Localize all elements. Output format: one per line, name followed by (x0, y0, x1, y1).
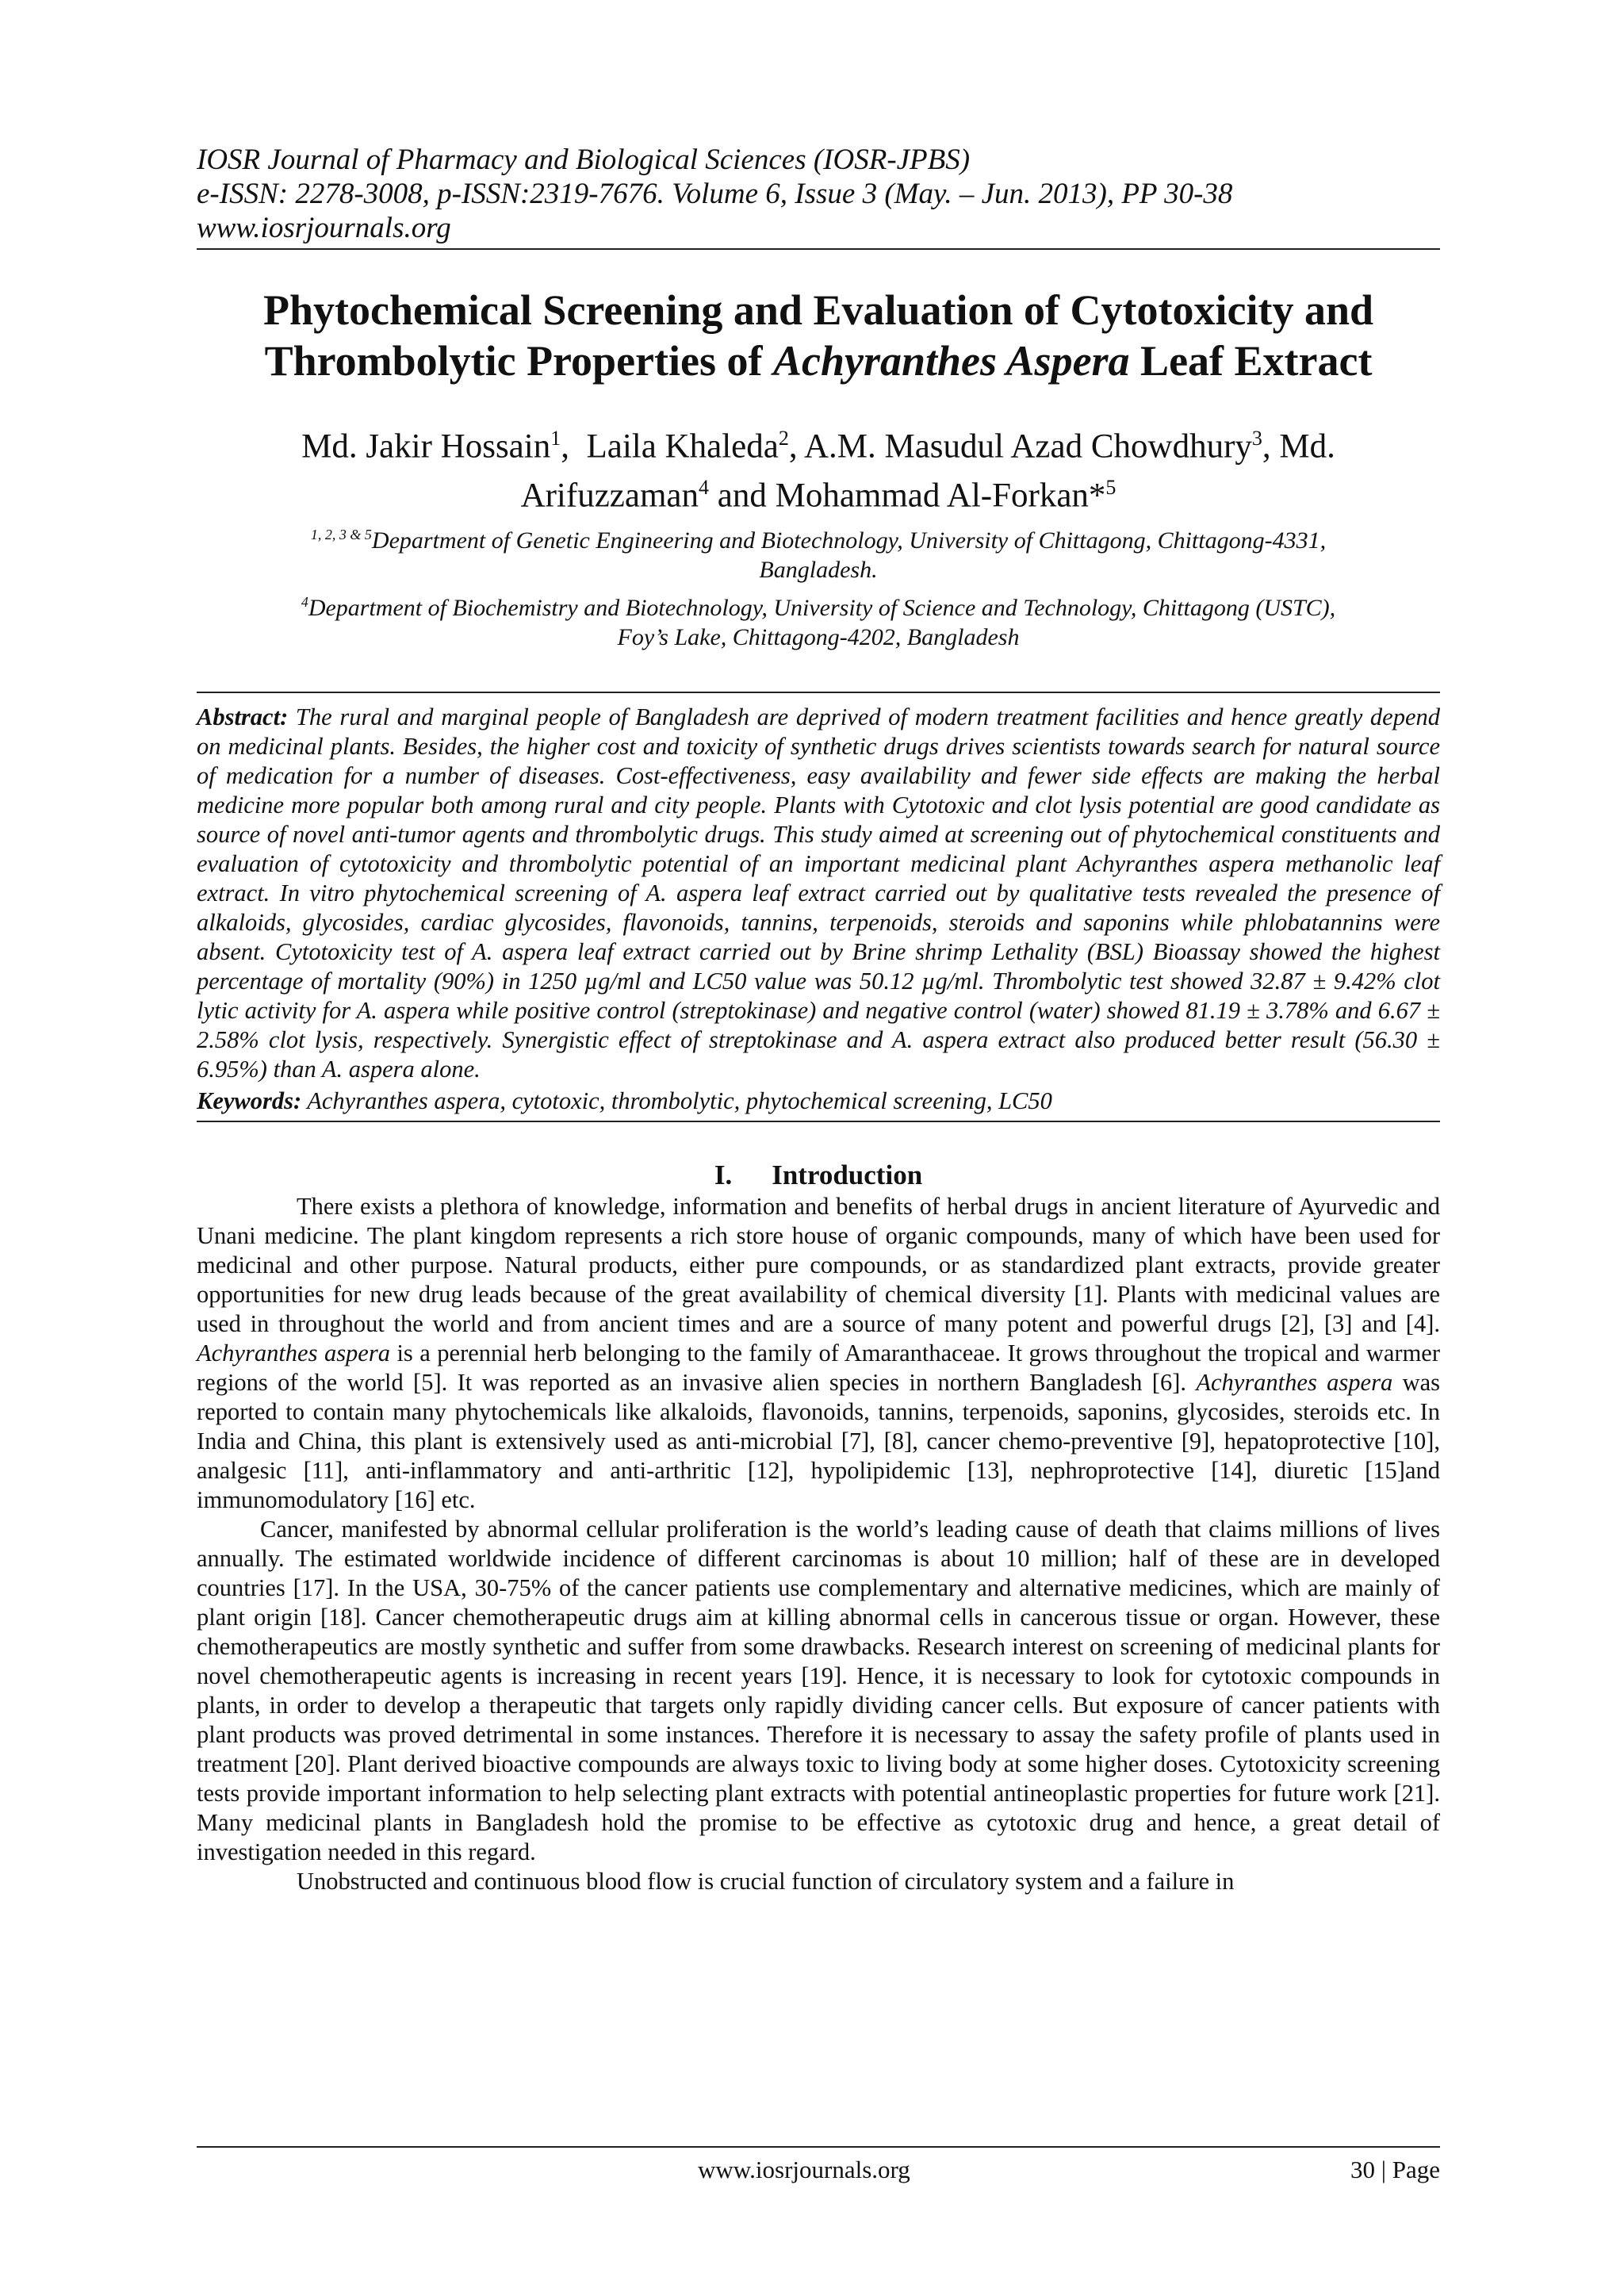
paragraph-1-part-a: There exists a plethora of knowledge, information and benefits of herbal drugs in ancient literature of Ayurvedic and Unani medicine. The plant kingdom represents a rich store house of organic compounds, many of which have been used for medicinal and other purpose. Natural products, either pure compounds, or as standardized plant extracts, provide greater opportunities for new drug leads because of the great availability of chemical diversity [1]. Plants with medicinal values are used in throughout the world and from ancient times and are a source of many potent and powerful drugs [2], [3] and [4]. (197, 1192, 1440, 1337)
title-line-2-post: Leaf Extract (1129, 337, 1373, 385)
paper-title (197, 285, 1440, 386)
abstract (197, 703, 1440, 1084)
author-3-sup: 3 (1251, 427, 1262, 450)
footer-page-number: 30 | Page (1350, 2156, 1440, 2183)
footer-rule (197, 2146, 1440, 2148)
keywords (197, 1086, 1440, 1116)
author-list (197, 418, 1440, 517)
paragraph-1 (197, 1192, 1440, 1515)
paragraph-3: Unobstructed and continuous blood flow is crucial function of circulatory system and a failure in (297, 1867, 1235, 1895)
journal-name: IOSR Journal of Pharmacy and Biological Sciences (IOSR-JPBS) (197, 144, 971, 176)
author-5-sup: 5 (1105, 476, 1116, 500)
title-line-2 (197, 335, 1440, 386)
title-line-2-pre: Thrombolytic Properties of (264, 337, 773, 385)
title-line-1: Phytochemical Screening and Evaluation of Cytotoxicity and (262, 286, 1374, 334)
affiliation-2-line-1 (197, 588, 1440, 623)
author-1-sup: 1 (550, 427, 561, 450)
keywords-text: Achyranthes aspera, cytotoxic, thrombolytic, phytochemical screening, LC50 (307, 1087, 1052, 1114)
author-4-sup: 4 (699, 476, 709, 500)
title-species: Achyranthes Aspera (772, 337, 1130, 385)
affiliation-1-line-1 (197, 520, 1440, 555)
abstract-text: The rural and marginal people of Bangladesh are deprived of modern treatment facilities and hence greatly depend on medicinal plants. Besides, the higher cost and toxicity of synthetic drugs drives scientists towards search for natural source of medication for a number of diseases. Cost-effectiveness, easy availability and fewer side effects are making the herbal medicine more popular both among rural and city people. Plants with Cytotoxic and clot lysis potential are good candidate as source of novel anti-tumor agents and thrombolytic drugs. This study aimed at screening out of phytochemical constituents and evaluation of cytotoxicity and thrombolytic potential of an important medicinal plant Achyranthes aspera methanolic leaf extract. In vitro phytochemical screening of A. aspera leaf extract carried out by qualitative tests revealed the presence of alkaloids, glycosides, cardiac glycosides, flavonoids, tannins, terpenoids, steroids and saponins while phlobatannins were absent. Cytotoxicity test of A. aspera leaf extract carried out by Brine shrimp Lethality (BSL) Bioassay showed the highest percentage of mortality (90%) in 1250 µg/ml and LC50 value was 50.12 µg/ml. Thrombolytic test showed 32.87 ± 9.42% clot lytic activity for A. aspera while positive control (streptokinase) and negative control (water) showed 81.19 ± 3.78% and 6.67 ± 2.58% clot lysis, respectively. Synergistic effect of streptokinase and A. aspera extract also produced better result (56.30 ± 6.95%) than A. aspera alone. (197, 703, 1440, 1083)
paragraph-1-part-b: is a perennial herb belonging to the family of Amaranthaceae. It grows throughout the tropical and warmer regions of the world [5]. It was reported as an invasive alien species in northern Bangladesh [6]. (197, 1339, 1440, 1396)
affiliation-1-sup: 1, 2, 3 & 5 (310, 526, 372, 542)
journal-issn: e-ISSN: 2278-3008, p-ISSN:2319-7676. Volume 6, Issue 3 (May. – Jun. 2013), PP 30-38 (197, 178, 1233, 210)
journal-header (197, 143, 1440, 245)
author-2-sup: 2 (778, 427, 789, 450)
affiliation-2-text: Department of Biochemistry and Biotechnology, University of Science and Technology, Chittagong (USTC), (308, 594, 1336, 621)
author-4-prefix: Md. (1279, 427, 1335, 466)
paragraph-1-part-c: was reported to contain many phytochemicals like alkaloids, flavonoids, tannins, terpenoids, saponins, glycosides, steroids etc. In India and China, this plant is extensively used as anti-microbial [7], [8], cancer chemo-preventive [9], hepatoprotective [10], analgesic [11], anti-inflammatory and anti-arthritic [12], hypolipidemic [13], nephroprotective [14], diuretic [15]and immunomodulatory [16] etc. (197, 1368, 1440, 1513)
abstract-label: Abstract: (197, 703, 289, 730)
species-name: Achyranthes aspera (1196, 1368, 1393, 1396)
species-name: Achyranthes aspera (197, 1339, 390, 1366)
author-1: Md. Jakir Hossain (301, 427, 551, 466)
section-heading (197, 1159, 1440, 1192)
affiliation-2-line-2: Foy’s Lake, Chittagong-4202, Bangladesh (617, 623, 1020, 650)
journal-url: www.iosrjournals.org (197, 212, 451, 244)
affiliation-1-text: Department of Genetic Engineering and Biotechnology, University of Chittagong, Chittagong-4331, (371, 527, 1327, 554)
paper-page (197, 143, 1440, 1896)
abstract-box (197, 692, 1440, 1122)
section-title: Introduction (772, 1159, 923, 1190)
author-3: A.M. Masudul Azad Chowdhury (803, 427, 1252, 466)
author-2: Laila Khaleda (586, 427, 779, 466)
header-rule (197, 248, 1440, 250)
paragraph-2: Cancer, manifested by abnormal cellular proliferation is the world’s leading cause of death that claims millions of lives annually. The estimated worldwide incidence of different carcinomas is about 10 million; half of these are in developed countries [17]. In the USA, 30-75% of the cancer patients use complementary and alternative medicines, which are mainly of plant origin [18]. Cancer chemotherapeutic drugs aim at killing abnormal cells in cancerous tissue or organ. However, these chemotherapeutics are mostly synthetic and suffer from some drawbacks. Research interest on screening of medicinal plants for novel chemotherapeutic agents is increasing in recent years [19]. Hence, it is necessary to look for cytotoxic compounds in plants, in order to develop a therapeutic that targets only rapidly dividing cancer cells. But exposure of cancer patients with plant products was proved detrimental in some instances. Therefore it is necessary to assay the safety profile of plants used in treatment [20]. Plant derived bioactive compounds are always toxic to living body at some higher doses. Cytotoxicity screening tests provide important information to help selecting plant extracts with potential antineoplastic properties for future work [21]. Many medicinal plants in Bangladesh hold the promise to be effective as cytotoxic drug and hence, a great detail of investigation needed in this regard. (197, 1515, 1440, 1865)
author-line-2 (197, 467, 1440, 516)
footer-url: www.iosrjournals.org (698, 2156, 910, 2183)
affiliation-2 (197, 588, 1440, 652)
affiliation-1-line-2: Bangladesh. (759, 556, 878, 583)
keywords-label: Keywords: (197, 1087, 302, 1114)
author-and: and (717, 477, 767, 515)
affiliation-1 (197, 520, 1440, 585)
affiliation-2-sup: 4 (301, 593, 308, 610)
author-4: Arifuzzaman (520, 477, 699, 515)
author-line-1: Md. Jakir Hossain$^1$, Laila Khaleda$^2$, A.M. Masudul Azad Chowdhury$^3$, Md. (301, 427, 1335, 466)
section-number: I. (714, 1159, 733, 1190)
author-5: Mohammad Al-Forkan* (775, 477, 1106, 515)
